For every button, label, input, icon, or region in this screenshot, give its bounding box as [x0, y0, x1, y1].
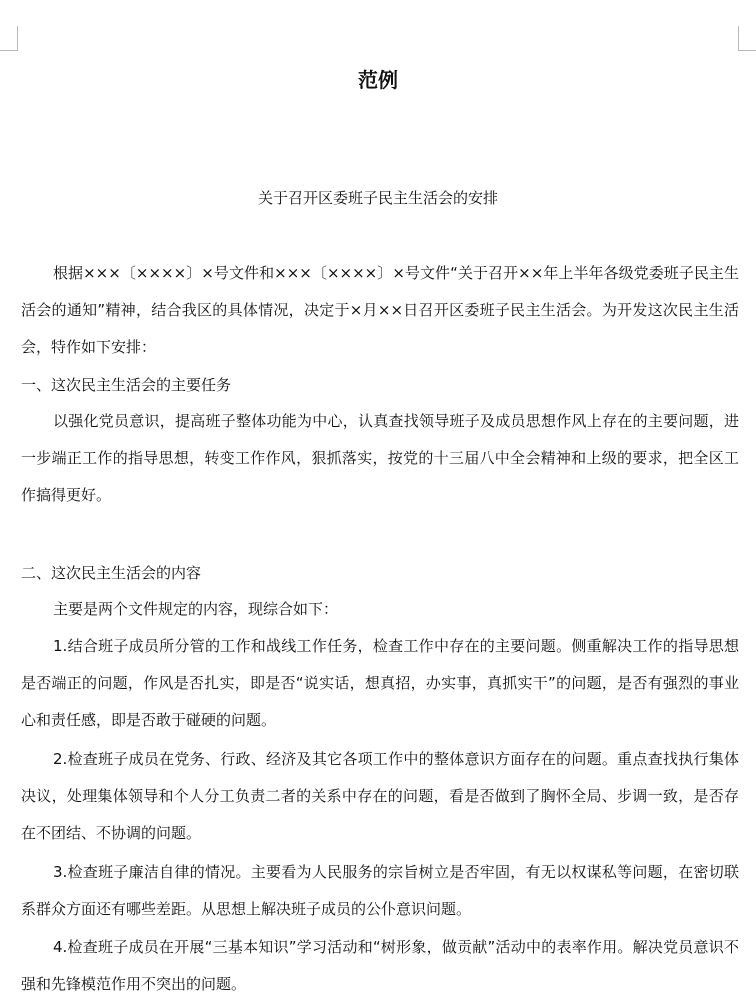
document-title: 范例 [358, 68, 398, 92]
section-2-heading: 二、这次民主生活会的内容 [21, 564, 202, 582]
section-2-item-1: 1.结合班子成员所分管的工作和战线工作任务，检查工作中存在的主要问题。侧重解决工作的指导思想是否端正的问题，作风是否扎实，即是否“说实话，想真招，办实事，真抓实干”的问题，是否有强烈的事业心和责任感，即是否敢于碰硬的问题。 [21, 637, 739, 729]
intro-paragraph: 根据×××〔××××〕×号文件和×××〔××××〕×号文件“关于召开××年上半年各级党委班子民主生活会的通知”精神，结合我区的具体情况，决定于×月××日召开区委班子民主生活会。为开发这次民主生活会，特作如下安排： [21, 264, 739, 356]
document-subtitle: 关于召开区委班子民主生活会的安排 [257, 189, 498, 207]
section-2-item-4: 4.检查班子成员在开展“三基本知识”学习活动和“树形象，做贡献”活动中的表率作用。解决党员意识不强和先锋模范作用不突出的问题。 [21, 938, 739, 993]
crop-mark-top-left-vertical [17, 26, 18, 51]
crop-mark-top-left-horizontal [0, 50, 18, 51]
section-1-body: 以强化党员意识，提高班子整体功能为中心，认真查找领导班子及成员思想作风上存在的主要问题，进一步端正工作的指导思想，转变工作作风，狠抓落实，按党的十三届八中全会精神和上级的要求，把全区工作搞得更好。 [21, 412, 739, 504]
section-1-heading: 一、这次民主生活会的主要任务 [21, 376, 232, 394]
section-2-lead: 主要是两个文件规定的内容，现综合如下： [53, 600, 339, 618]
crop-mark-top-right-vertical [738, 26, 739, 51]
section-2-item-2: 2.检查班子成员在党务、行政、经济及其它各项工作中的整体意识方面存在的问题。重点查找执行集体决议，处理集体领导和个人分工负责二者的关系中存在的问题，看是否做到了胸怀全局、步调一致，是否存在不团结、不协调的问题。 [21, 750, 739, 842]
crop-mark-top-right-horizontal [738, 50, 756, 51]
section-2-item-3: 3.检查班子廉洁自律的情况。主要看为人民服务的宗旨树立是否牢固，有无以权谋私等问题，在密切联系群众方面还有哪些差距。从思想上解决班子成员的公仆意识问题。 [21, 863, 739, 918]
